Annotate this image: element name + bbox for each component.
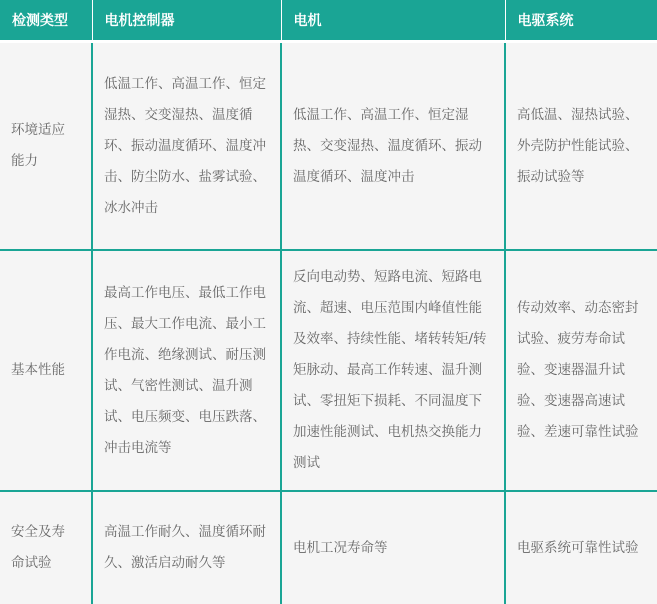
cell-motor: 反向电动势、短路电流、短路电流、超速、电压范围内峰值性能及效率、持续性能、堵转转矩/转矩脉动、最高工作转速、温升测试、零扭矩下损耗、不同温度下加速性能测试、电机热交换能力测试 — [281, 250, 505, 491]
cell-test-type: 基本性能 — [0, 250, 92, 491]
cell-test-type: 环境适应能力 — [0, 42, 92, 251]
cell-motor: 电机工况寿命等 — [281, 491, 505, 604]
cell-motor-controller: 最高工作电压、最低工作电压、最大工作电流、最小工作电流、绝缘测试、耐压测试、气密性测试、温升测试、电压频变、电压跌落、冲击电流等 — [92, 250, 281, 491]
table-row — [0, 42, 657, 251]
table-body — [0, 42, 657, 604]
header-row — [0, 0, 657, 42]
cell-motor: 低温工作、高温工作、恒定湿热、交变湿热、温度循环、振动温度循环、温度冲击 — [281, 42, 505, 251]
header-motor: 电机 — [281, 0, 505, 42]
header-motor-controller: 电机控制器 — [92, 0, 281, 42]
table-row — [0, 250, 657, 491]
table-row — [0, 491, 657, 604]
cell-electric-drive-system: 电驱系统可靠性试验 — [505, 491, 657, 604]
cell-motor-controller: 低温工作、高温工作、恒定湿热、交变湿热、温度循环、振动温度循环、温度冲击、防尘防水、盐雾试验、冰水冲击 — [92, 42, 281, 251]
cell-motor-controller: 高温工作耐久、温度循环耐久、激活启动耐久等 — [92, 491, 281, 604]
cell-electric-drive-system: 传动效率、动态密封试验、疲劳寿命试验、变速器温升试验、变速器高速试验、差速可靠性试验 — [505, 250, 657, 491]
table-header — [0, 0, 657, 42]
cell-electric-drive-system: 高低温、湿热试验、外壳防护性能试验、振动试验等 — [505, 42, 657, 251]
header-test-type: 检测类型 — [0, 0, 92, 42]
cell-test-type: 安全及寿命试验 — [0, 491, 92, 604]
header-electric-drive-system: 电驱系统 — [505, 0, 657, 42]
